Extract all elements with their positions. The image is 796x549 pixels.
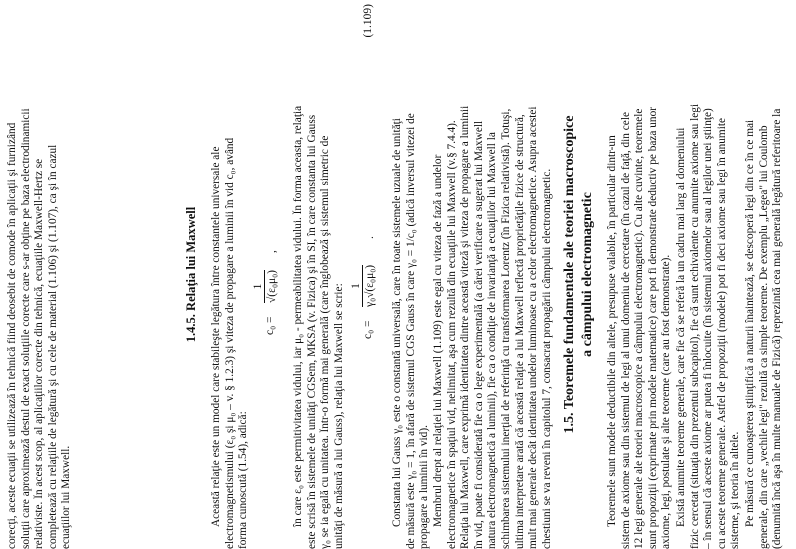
text-line: Membrul drept al relaţiei lui Maxwell (1.109) este egal cu viteza de fază a undelor [432, 154, 444, 527]
paragraph-permittivity [292, 0, 346, 549]
section-1-5-heading-line2: a câmpului electromagnetic [580, 192, 595, 357]
section-1-5-heading: 1.5. Teoremele fundamentale ale teoriei macroscopice [562, 115, 577, 434]
equation-number: (1.109) [362, 4, 374, 38]
paragraph-maxwell-relation-intro [210, 0, 251, 549]
text-line: Constanta lui Gauss γ₀ este o constantă universală, care în toate sistemele uzuale de unităţi [391, 118, 403, 527]
text-line: fizic cercetat (situaţia din prezentul subcapitol), fie că sunt echivalente cu anumite axiome sau legi [688, 103, 701, 549]
fraction-denominator: γ₀√(ε₀μ₀) [364, 264, 376, 307]
equation-fraction [252, 270, 278, 303]
equation-maxwell-relation [252, 0, 292, 549]
text-line: electromagnetice în spaţiul vid, nelimitat, aşa cum rezultă din ecuaţiile lui Maxwell (v.§ 7.4.4). [445, 120, 458, 549]
fraction-numerator: 1 [252, 270, 265, 303]
equation-lhs: c₀ = [362, 320, 374, 339]
equation-lhs: c₀ = [264, 316, 276, 335]
text-line: corecţi, aceste ecuaţii se utilizează în tehnică fiind deosebit de comode în aplicaţii şi furnizând [6, 122, 18, 549]
paragraph-theorems-definition [606, 0, 674, 549]
text-line: propagare a luminii în vid). [418, 425, 431, 549]
text-line: natura electromagnetică a luminii), fie ca o condiţie de invarianţă a ecuaţiilor lui Maxwell la [486, 132, 499, 549]
text-line: (denumită încă aşa în multe manuale de Fizică) reprezintă cea mai generală legătură referitoare la [771, 108, 784, 549]
text-line: electromagnetismului (ε₀ şi μ₀ – v. § 1.2.3) şi viteza de propagare a luminii în vid c₀, având [223, 137, 236, 549]
intro-paragraph [6, 0, 74, 549]
text-line: forma cunoscută (1.54), adică: [237, 411, 250, 549]
text-line: Teoremele sunt modele deductibile din altele, presupuse valabile, în particular dintr-un [606, 135, 618, 527]
text-line: Există anumite teoreme generale, care fie că se referă la un cadru mai larg al domeniului [675, 127, 687, 527]
text-line: unităţi de măsură a lui Gauss), relaţia lui Maxwell se scrie: [332, 283, 345, 549]
equation-tail: , [266, 250, 278, 253]
fraction-numerator: 1 [350, 265, 363, 307]
paragraph-general-theorems [675, 0, 743, 549]
section-1-4-5-heading: 1.4.5. Relaţia lui Maxwell [184, 206, 198, 343]
paragraph-maxwell-discussion [432, 0, 554, 549]
equation-fraction [350, 265, 376, 307]
text-line: cu aceste teoreme generale. Astfel de propoziţii (modele) pot fi deci axiome sau legi în anumite [715, 118, 728, 549]
text-line: Pe măsură ce cunoaşterea ştiinţifică a naturii înaintează, se descoperă legi din ce în ce mai [744, 119, 756, 527]
text-line: sistem de axiome sau din sistemul de legi al unui domeniu de cercetare (în cazul de faţă, din cele [619, 112, 632, 549]
text-line: – în sensul că aceste axiome ar putea fi înlocuite (în sistemul axiomelor sau al legilor unei ştiinţe) [702, 108, 715, 549]
paragraph-gauss-constant [391, 0, 432, 549]
text-line: mult mai generale decât identitatea undelor luminoase cu a celor electromagnetice. Asupra acestei [527, 106, 540, 549]
equation-1-109 [350, 0, 390, 549]
text-line: Relaţia lui Maxwell, care exprimă identitatea dintre această viteză şi viteza de propagare a luminii [459, 105, 472, 549]
text-line: în vid, poate fi considerată fie ca o lege experimentală (a cărei verificare a sugerat lui Maxwell [472, 120, 485, 549]
text-line: schimbarea sistemului inerţial de referinţă cu transformarea Lorentz (în Fizica relativistă). Totuşi, [499, 108, 512, 549]
text-line: de măsură este γ₀ = 1, în afară de sistemul CGS Gauss în care γ₀ = 1/c₀ (adică inversul vitezei de [404, 113, 417, 549]
text-line: în care ε₀ este permitivitatea vidului, iar μ₀ - permeabilitatea vidului. În forma aceasta, relaţia [292, 105, 304, 527]
equation-tail: . [364, 236, 376, 239]
text-line: soluţii care aproximează destul de exact soluţiile corecte care s-ar obţine pe baza electrodinamicii [19, 108, 32, 549]
text-line: Această relaţie este un model care stabileşte legătura între constantele universale ale [210, 146, 222, 527]
text-line: sisteme, şi teoria în altele. [729, 431, 742, 549]
paragraph-scientific-knowledge [744, 0, 785, 549]
text-line: este scrisă în sistemele de unităţi CGSem, MKSA (v. Fizica) şi în SI, în care constanta lui Gauss [305, 114, 318, 549]
text-line: completează cu relaţiile de legătură şi cu cele de material (1.106) şi (1.107), ca şi în cazul [46, 144, 59, 549]
text-line: relativiste. În acest scop, al aplicaţiilor corecte din tehnică, ecuaţiile Maxwell-Hertz se [33, 158, 46, 549]
text-line: sunt propoziţii (exprimate prin modele matematice) care pot fi demonstrate deductiv pe baza unor [646, 107, 659, 549]
text-line: chestiuni se va reveni în capitolul 7, consacrat propagării câmpului electromagnetic. [540, 168, 553, 549]
text-line: γ₀ se ia egală cu unitatea. Într-o formă mai generală (care înglobează şi sistemul simetric de [319, 135, 332, 549]
text-line: ultima interpretare arată că această relaţie a lui Maxwell reflectă proprietăţile fizice de structură, [513, 114, 526, 549]
fraction-denominator: √(ε₀μ₀) [266, 270, 278, 303]
text-line: generale, din care „vechile legi" rezultă ca simple teoreme. De exemplu „Legea" lui Coulomb [757, 125, 770, 549]
text-line: axiome, legi, postulate şi alte teoreme (care au fost demonstrate). [660, 254, 673, 549]
text-line: ecuaţiilor lui Maxwell. [60, 445, 73, 549]
text-line: 12 legi generale ale teoriei macroscopice a câmpului electromagnetic). Cu alte cuvinte, teoremele [633, 108, 646, 549]
